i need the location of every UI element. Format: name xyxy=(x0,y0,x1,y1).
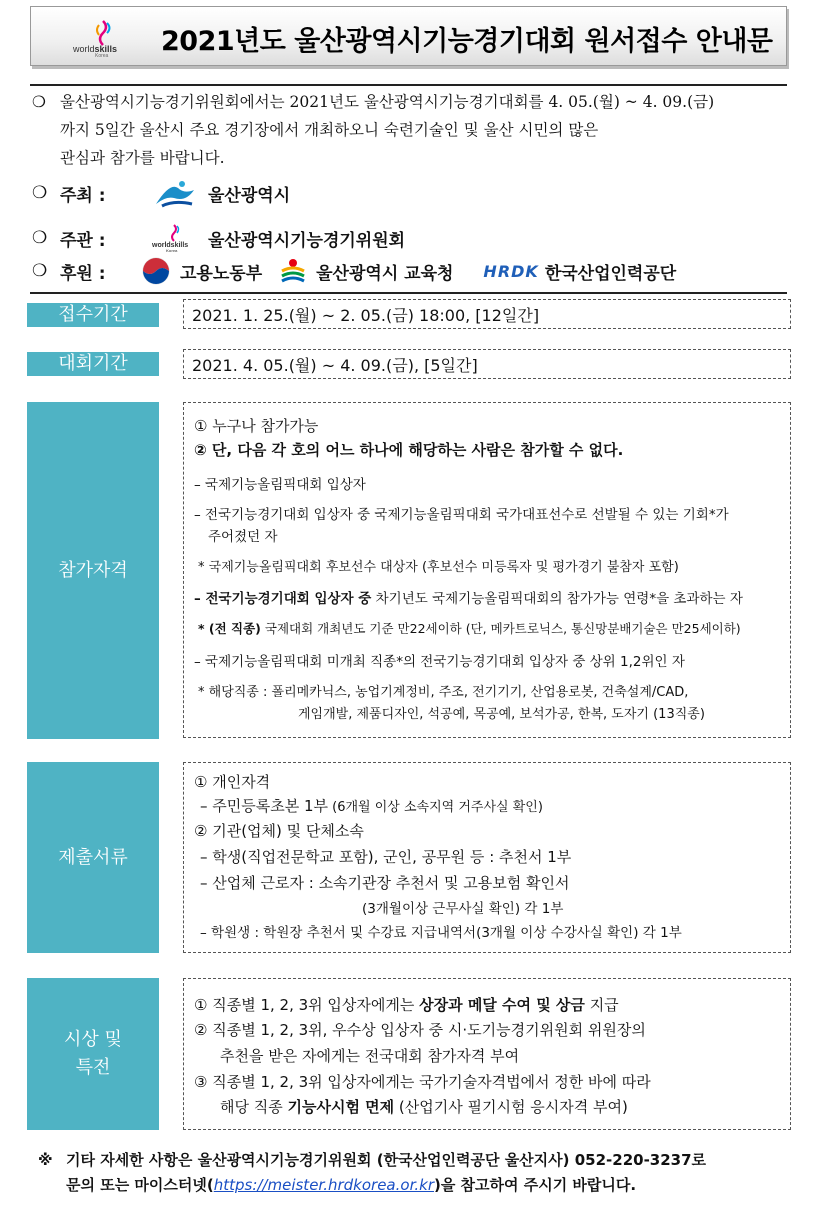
ministry-logo-icon xyxy=(142,257,170,285)
notice-mark: ※ xyxy=(38,1151,53,1169)
sponsor-1-name: 고용노동부 xyxy=(180,263,263,284)
organizer-bullet: ❍ xyxy=(32,228,48,248)
sponsor-row xyxy=(32,256,694,286)
sponsor-3-name: 한국산업인력공단 xyxy=(544,263,677,284)
svg-text:worldskills: worldskills xyxy=(152,242,189,249)
divider-top xyxy=(30,84,787,86)
sponsor-label: 후원 : xyxy=(60,263,106,284)
ulsan-city-logo-icon xyxy=(152,178,198,208)
notice-line-2 xyxy=(66,1173,636,1198)
intro-bullet: ❍ xyxy=(32,93,46,111)
page-title: 2021년도 울산광역시기능경기대회 원서접수 안내문 xyxy=(161,26,773,57)
awards-line-1 xyxy=(194,994,619,1015)
eligibility-line-8 xyxy=(198,619,741,637)
title-banner xyxy=(30,6,787,66)
eligibility-line-11: 게임개발, 제품디자인, 석공예, 목공예, 보석가공, 한복, 도자기 (13직종) xyxy=(298,707,705,722)
sponsor-2 xyxy=(280,257,453,285)
host-label: 주최 : xyxy=(60,185,106,206)
notice-line-1: 기타 자세한 사항은 울산광역시기능경기위원회 (한국산업인력공단 울산지사) 052-220-3237로 xyxy=(66,1151,707,1169)
eligibility-line-1: ① 누구나 참가가능 xyxy=(194,417,319,435)
host-name: 울산광역시 xyxy=(208,185,291,206)
reception-label: 접수기간 xyxy=(27,303,159,327)
sponsor-1 xyxy=(142,257,262,285)
organizer-row xyxy=(32,223,423,253)
eligibility-line-3: – 국제기능올림픽대회 입상자 xyxy=(194,477,366,493)
intro-line-2: 까지 5일간 울산시 주요 경기장에서 개최하오니 숙련기술인 및 울산 시민의 많은 xyxy=(60,121,599,139)
worldskills-logo-icon xyxy=(73,17,143,57)
intro-line-1: 울산광역시기능경기위원회에서는 2021년도 울산광역시기능경기대회를 4. 05.(월) ~ 4. 09.(금) xyxy=(60,93,715,111)
organizer-label: 주관 : xyxy=(60,230,106,251)
intro-paragraph xyxy=(32,88,792,172)
documents-line-6: (3개월이상 근무사실 확인) 각 1부 xyxy=(362,901,564,917)
documents-line-3: ② 기관(업체) 및 단체소속 xyxy=(194,822,364,840)
eligibility-line-7-rest: 차기년도 국제기능올림픽대회의 참가가능 연령*을 초과하는 자 xyxy=(371,591,743,607)
host-org xyxy=(152,178,290,208)
notice-line-2-b: )을 참고하여 주시기 바랍니다. xyxy=(433,1176,637,1194)
intro-line-3: 관심과 참가를 바랍니다. xyxy=(60,149,225,167)
documents-box xyxy=(183,762,791,953)
meister-link[interactable]: https://meister.hrdkorea.or.kr xyxy=(213,1176,434,1194)
eligibility-box xyxy=(183,402,791,738)
awards-line-3: 추천을 받은 자에게는 전국대회 참가자격 부여 xyxy=(220,1047,520,1065)
notice-line-2-a: 문의 또는 마이스터넷( xyxy=(66,1176,214,1194)
hrdk-logo: HRDK xyxy=(483,261,539,281)
documents-line-2 xyxy=(200,795,543,816)
eligibility-line-7-bold: – 전국기능경기대회 입상자 중 xyxy=(194,591,372,607)
awards-line-5-c: (산업기사 필기시험 응시자격 부여) xyxy=(394,1098,628,1116)
competition-label: 대회기간 xyxy=(27,352,159,376)
eligibility-line-8-bold: * (전 직종) xyxy=(198,621,261,636)
worldskills-small-logo-icon xyxy=(152,223,198,253)
awards-line-1-c: 지급 xyxy=(584,996,619,1014)
documents-line-1: ① 개인자격 xyxy=(194,773,271,791)
eligibility-line-2: ② 단, 다음 각 호의 어느 하나에 해당하는 사람은 참가할 수 없다. xyxy=(194,441,624,459)
reception-value: 2021. 1. 25.(월) ~ 2. 05.(금) 18:00, [12일간] xyxy=(192,306,540,325)
awards-line-4: ③ 직종별 1, 2, 3위 입상자에게는 국가기술자격법에서 정한 바에 따라 xyxy=(194,1073,651,1091)
organizer-org xyxy=(152,223,405,253)
documents-line-5: – 산업체 근로자 : 소속기관장 추천서 및 고용보험 확인서 xyxy=(200,874,570,892)
divider-mid xyxy=(30,292,787,294)
sponsor-2-name: 울산광역시 교육청 xyxy=(316,263,454,284)
competition-value: 2021. 4. 05.(월) ~ 4. 09.(금), [5일간] xyxy=(192,356,478,375)
host-row xyxy=(32,178,308,208)
reception-box xyxy=(183,299,791,329)
organizer-name: 울산광역시기능경기위원회 xyxy=(208,230,406,251)
awards-label-line-1: 시상 및 xyxy=(64,1029,122,1050)
competition-box xyxy=(183,349,791,379)
documents-line-2-note: (6개월 이상 소속지역 거주사실 확인) xyxy=(328,800,543,815)
eligibility-line-8-rest: 국제대회 개최년도 기준 만22세이하 (단, 메카트로닉스, 통신망분배기술은 만25세이하) xyxy=(260,621,741,636)
awards-line-2: ② 직종별 1, 2, 3위, 우수상 입상자 중 시·도기능경기위원회 위원장의 xyxy=(194,1021,646,1039)
svg-text:worldskills: worldskills xyxy=(73,44,118,54)
documents-label: 제출서류 xyxy=(27,762,159,953)
awards-box xyxy=(183,978,791,1130)
documents-line-7: – 학원생 : 학원장 추천서 및 수강료 지급내역서(3개월 이상 수강사실 확인) 각 1부 xyxy=(200,925,682,941)
awards-line-5 xyxy=(220,1096,628,1117)
eligibility-label: 참가자격 xyxy=(27,402,159,739)
awards-label xyxy=(27,978,159,1130)
eligibility-line-10: * 해당직종 : 폴리메카닉스, 농업기계정비, 주조, 전기기기, 산업용로봇, 건축설계/CAD, xyxy=(198,685,689,700)
eligibility-line-7 xyxy=(194,587,743,607)
svg-text:Korea: Korea xyxy=(166,248,178,253)
host-bullet: ❍ xyxy=(32,183,48,203)
awards-label-line-2: 특전 xyxy=(75,1057,111,1078)
eligibility-line-5: 주어졌던 자 xyxy=(208,529,278,545)
awards-line-1-a: ① 직종별 1, 2, 3위 입상자에게는 xyxy=(194,996,420,1014)
awards-line-5-bold: 기능사시험 면제 xyxy=(287,1098,395,1116)
sponsor-3 xyxy=(483,259,676,284)
education-office-logo-icon xyxy=(280,257,306,285)
awards-line-5-a: 해당 직종 xyxy=(220,1098,288,1116)
awards-line-1-bold: 상장과 메달 수여 및 상금 xyxy=(419,996,585,1014)
eligibility-line-6: * 국제기능올림픽대회 후보선수 대상자 (후보선수 미등록자 및 평가경기 불참자 포함) xyxy=(198,560,679,575)
documents-line-2-main: – 주민등록초본 1부 xyxy=(200,797,329,815)
eligibility-line-4: – 전국기능경기대회 입상자 중 국제기능올림픽대회 국가대표선수로 선발될 수 있는 기회*가 xyxy=(194,507,729,523)
svg-text:Korea: Korea xyxy=(95,53,109,57)
documents-line-4: – 학생(직업전문학교 포함), 군인, 공무원 등 : 추천서 1부 xyxy=(200,848,572,866)
eligibility-line-9: – 국제기능올림픽대회 미개최 직종*의 전국기능경기대회 입상자 중 상위 1,2위인 자 xyxy=(194,654,685,670)
sponsor-bullet: ❍ xyxy=(32,261,48,281)
